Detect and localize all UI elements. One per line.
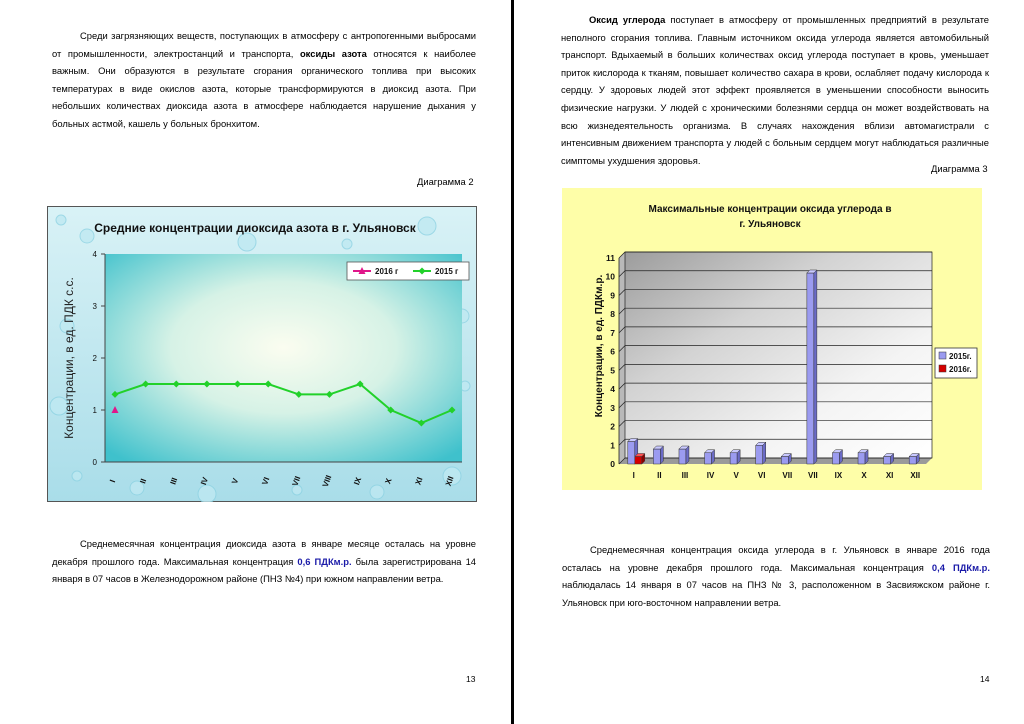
bar — [832, 453, 839, 464]
x-tick-label: VI — [260, 476, 272, 487]
water-drop — [238, 233, 256, 251]
x-tick-label: V — [230, 477, 241, 486]
bar — [628, 442, 635, 464]
bar-side — [763, 442, 766, 464]
diagram-caption: Диаграмма 2 — [417, 176, 474, 187]
bar — [884, 457, 891, 464]
water-drop — [342, 239, 352, 249]
bar — [705, 453, 712, 464]
paragraph-text: Среднемесячная концентрация оксида углерода в г. Ульяновск в январе 2016 года осталась на уровне декабря прошлого года. Максимальная концентрация — [562, 544, 990, 573]
bold-term: Оксид углерода — [589, 14, 666, 25]
legend-label: 2016 г — [375, 267, 399, 276]
y-tick-label: 3 — [92, 302, 97, 311]
x-tick-label: V — [733, 471, 739, 480]
water-drop — [198, 485, 216, 502]
y-tick-label: 5 — [610, 365, 615, 376]
x-tick-label: I — [108, 478, 118, 484]
water-drop — [370, 485, 384, 499]
paragraph-text: была зарегистрирована 14 января в 07 часов в Железнодорожном районе (ПНЗ №4) при южном направлении ветра. — [52, 555, 476, 585]
page-number: 13 — [466, 674, 476, 684]
chart-title-line1: Максимальные концентрации оксида углерода в — [648, 204, 892, 215]
bar — [781, 457, 788, 464]
x-tick-label: IX — [834, 471, 843, 480]
max-concentration-value: 0,4 ПДКм.р. — [931, 561, 990, 573]
bar — [756, 445, 763, 464]
paragraph-text: относятся к наиболее важным. Они образуются в результате сгорания органического топлива при высоких температурах в виде окислов азота, которые трансформируются в диоксид азота. При небольших количествах диоксида азота в атмосфере наблюдается нарушение дыхания у больных астмой, кашель у больных бронхитом. — [52, 47, 476, 129]
x-tick-label: I — [632, 471, 635, 480]
legend-label: 2015 г — [435, 267, 459, 276]
legend-label: 2015г. — [949, 352, 972, 361]
x-tick-label: III — [168, 476, 180, 486]
chart-legend — [935, 348, 977, 378]
legend-label: 2016г. — [949, 365, 972, 374]
x-tick-label: XII — [443, 475, 456, 488]
x-tick-label: XI — [413, 476, 425, 487]
y-tick-label: 4 — [92, 250, 97, 259]
page-number: 14 — [980, 674, 990, 684]
x-tick-label: VII — [782, 471, 793, 480]
y-tick-label: 11 — [606, 253, 615, 263]
paragraph-no2-summary — [52, 535, 476, 588]
bar — [730, 453, 737, 464]
y-tick-label: 2 — [92, 354, 97, 363]
paragraph-text: поступает в атмосферу от промышленных предприятий в результате неполного сгорания топлива. Главным источником оксида углерода является автомобильный транспорт. Вдыхаемый в больших количествах оксид углерода поступает в кровь, уменьшает приток кислорода к тканям, повышает количество сахара в крови, ослабляет подачу кислорода к сердцу. У здоровых людей этот эффект проявляется в уменьшении способности выносить физические нагрузки. У людей с хроническими болезнями сердца он может воздействовать на всю жизнедеятельность организма. В случаях нахождения вблизи автомагистрали с интенсивным движением транспорта у людей с больным сердцем могут наблюдаться различные симптомы ухудшения здоровья. — [561, 14, 989, 166]
x-tick-label: IX — [352, 476, 364, 487]
bar — [635, 457, 642, 464]
page-right — [514, 0, 1024, 724]
y-tick-label: 8 — [610, 309, 615, 320]
side-wall — [619, 252, 625, 464]
water-drop — [72, 471, 82, 481]
chart-title-line2: г. Ульяновск — [739, 219, 801, 230]
y-tick-label: 1 — [92, 406, 97, 415]
bar-side — [814, 270, 817, 464]
diagram-caption: Диаграмма 3 — [931, 163, 988, 174]
x-tick-label: X — [861, 471, 867, 480]
chart-title: Средние концентрации диоксида азота в г. Ульяновск — [94, 221, 416, 235]
paragraph-text: наблюдалась 14 января в 07 часов на ПНЗ № 3, расположенном в Засвияжском районе г. Ульяновск при юго-восточном направлении ветра. — [562, 579, 990, 608]
paragraph-carbon-monoxide — [561, 11, 989, 169]
water-drop — [56, 215, 66, 225]
y-tick-label: 4 — [610, 384, 615, 395]
x-tick-label: VII — [807, 471, 818, 480]
paragraph-text: Среднемесячная концентрация диоксида азота в январе месяце осталась на уровне декабря прошлого года. Максимальная концентрация — [52, 538, 476, 567]
water-drop — [80, 229, 94, 243]
x-tick-label: II — [138, 477, 149, 485]
y-tick-label: 1 — [610, 440, 615, 451]
bar — [653, 449, 660, 464]
paragraph-nitrogen-oxides — [52, 27, 476, 133]
bar — [807, 273, 814, 464]
paragraph-co-summary — [562, 541, 990, 611]
paragraph-text: Среди загрязняющих веществ, поступающих в атмосферу с антропогенными выбросами от промышленности, электростанций и транспорта, — [52, 30, 476, 59]
x-tick-label: IV — [706, 471, 715, 480]
y-tick-label: 2 — [610, 421, 615, 432]
y-tick-label: 9 — [610, 290, 615, 301]
x-tick-label: VIII — [320, 473, 334, 489]
x-tick-label: X — [383, 477, 394, 486]
y-axis-label: Концентрации, в ед. ПДКм.р. — [594, 274, 605, 418]
water-drop — [418, 217, 436, 235]
y-tick-label: 10 — [605, 271, 615, 282]
y-tick-label: 7 — [610, 327, 615, 338]
bar — [909, 457, 916, 464]
max-concentration-value: 0,6 ПДКм.р. — [297, 555, 352, 567]
x-tick-label: II — [657, 471, 662, 480]
chart-carbon-monoxide — [562, 188, 982, 490]
plot-area — [105, 254, 462, 462]
y-axis-label: Концентрации, в ед. ПДК с.с. — [62, 277, 76, 439]
chart-legend — [347, 262, 469, 280]
chart-nitrogen-dioxide — [47, 206, 477, 502]
bold-term: оксиды азота — [299, 47, 367, 59]
y-tick-label: 6 — [610, 346, 615, 357]
bar — [679, 449, 686, 464]
x-tick-label: XI — [885, 471, 894, 480]
y-tick-label: 3 — [610, 402, 615, 413]
x-tick-label: III — [681, 471, 689, 480]
bar — [858, 453, 865, 464]
x-tick-label: VI — [757, 471, 766, 480]
y-tick-label: 0 — [92, 458, 97, 467]
x-tick-label: IV — [199, 476, 211, 487]
legend-swatch — [939, 365, 946, 372]
legend-swatch — [939, 352, 946, 359]
plot-area-back — [625, 252, 932, 458]
x-tick-label: VII — [290, 475, 303, 488]
y-tick-label: 0 — [610, 459, 615, 469]
x-tick-label: XII — [910, 471, 921, 480]
